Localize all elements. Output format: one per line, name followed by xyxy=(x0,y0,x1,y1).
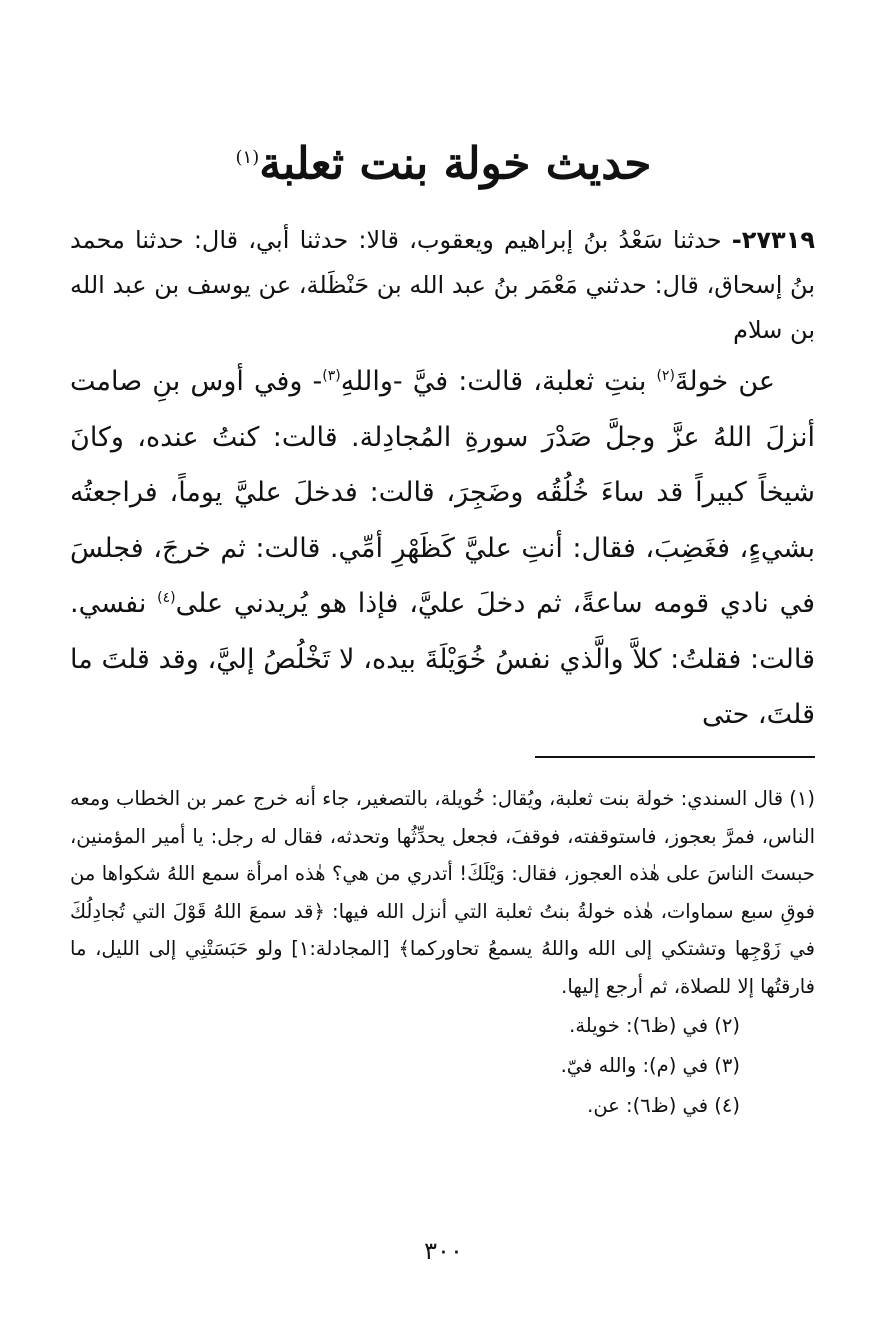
footnote-ref-3: (٣) xyxy=(322,368,341,384)
footnotes xyxy=(70,780,815,1125)
footnote-3: (٣) في (م): والله فيّ. xyxy=(560,1054,740,1077)
hadith-text xyxy=(70,354,815,743)
hadith-text-part1: عن خولةَ xyxy=(674,366,775,397)
footnote-2: (٢) في (ظ٦): خويلة. xyxy=(569,1014,740,1037)
title-footnote-marker: (١) xyxy=(235,147,260,168)
hadith-number: ٢٧٣١٩- xyxy=(731,226,815,254)
footnote-ref-4: (٤) xyxy=(157,590,176,606)
chapter-title-text: حديث خولة بنت ثعلبة xyxy=(259,138,652,190)
hadith-text-part3: - وفي أوس بنِ صامت أنزلَ اللهُ عزَّ وجلَّ صَدْرَ سورةِ المُجادِلة. قالت: كنتُ عنده، وكانَ شيخاً كبيراً قد ساءَ خُلُقُه وضَجِرَ، قالت: فدخلَ عليَّ يوماً، فراجعتُه بشيءٍ، فغَضِبَ، فقال: أنتِ عليَّ كَظَهْرِ أمِّي. قالت: ثم خرجَ، فجلسَ في نادي قومه ساعةً، ثم دخلَ عليَّ، فإذا هو يُريدني على xyxy=(70,366,815,619)
page-number: ٣٠٠ xyxy=(424,1237,463,1265)
footnote-1: (١) قال السندي: خولة بنت ثعلبة، ويُقال: خُويلة، بالتصغير، جاء أنه خرج عمر بن الخطاب ومعه الناس، فمرَّ بعجوز، فاستوقفته، فوقفَ، فجعل يحدِّثُها وتحدثه، فقال له رجل: يا أمير المؤمنين، حبستَ الناسَ على هٰذه العجوز، فقال: وَيْلَكَ! أتدري من هي؟ هٰذه امرأة سمع اللهُ شكواها من فوقِ سبع سماوات، هٰذه خولةُ بنتُ ثعلبة التي أنزل الله فيها: ﴿قد سمعَ اللهُ قَوْلَ التي تُجادِلُكَ في زَوْجِها وتشتكي إلى الله واللهُ يسمعُ تحاوركما﴾ [المجادلة:١] ولو حَبَسَتْنِي إلى الليل، ما فارقتُها إلا للصلاة، ثم أرجع إليها. xyxy=(70,787,815,998)
isnad-text: حدثنا سَعْدُ بنُ إبراهيم ويعقوب، قالا: حدثنا أبي، قال: حدثنا محمد بنُ إسحاق، قال: حدثني مَعْمَر بنُ عبد الله بن حَنْظَلة، عن يوسف بن عبد الله بن سلام xyxy=(70,226,815,344)
hadith-text-part2: بنتِ ثعلبة، قالت: فيَّ -واللهِ xyxy=(340,366,657,397)
footnote-ref-2: (٢) xyxy=(656,368,675,384)
footnote-4: (٤) في (ظ٦): عن. xyxy=(587,1094,740,1117)
hadith-text-part4: نفسي. قالت: فقلتُ: كلاَّ والَّذي نفسُ خُوَيْلَةَ بيده، لا تَخْلُصُ إليَّ، وقد قلتَ ما قلتَ، حتى xyxy=(70,588,815,730)
hadith-paragraph xyxy=(70,354,815,743)
chapter-title xyxy=(0,128,887,195)
hadith-isnad xyxy=(70,218,815,353)
footnote-divider xyxy=(535,756,815,758)
